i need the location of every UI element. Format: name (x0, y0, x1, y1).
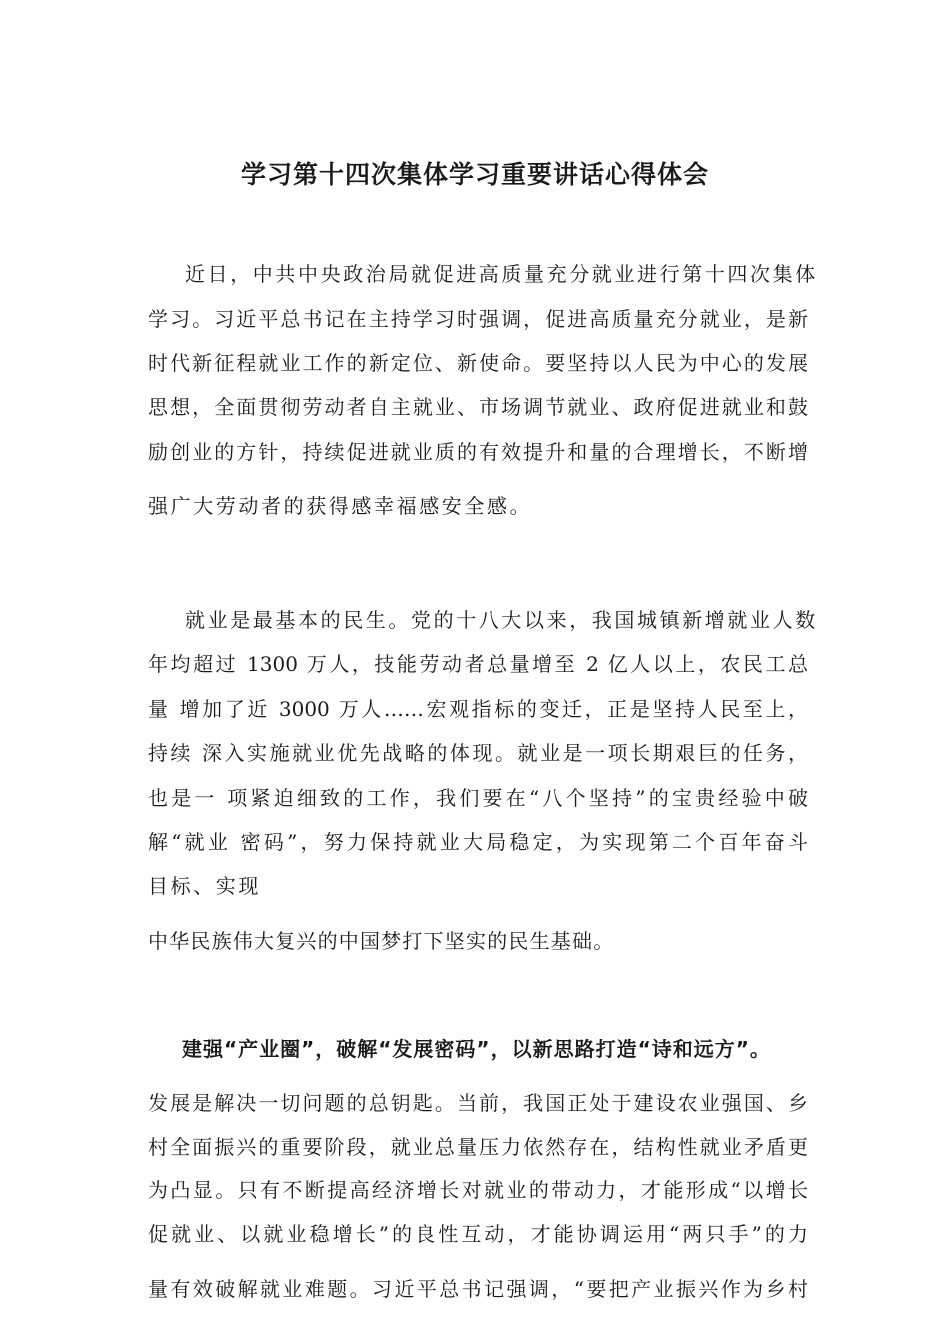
paragraph-2-line-3: 量 增加了近 3000 万人……宏观指标的变迁，正是坚持人民至上， (148, 697, 808, 721)
paragraph-2-line-1: 就业是最基本的民生。党的十八大以来，我国城镇新增就业人数 (185, 608, 818, 632)
paragraph-3-line-4: 促就业、以就业稳增长”的良性互动，才能协调运用“两只手”的力 (148, 1222, 808, 1246)
paragraph-2-line-4: 持续 深入实施就业优先战略的体现。就业是一项长期艰巨的任务， (148, 741, 808, 765)
paragraph-3-line-3: 为凸显。只有不断提高经济增长对就业的带动力，才能形成“以增长 (148, 1178, 808, 1202)
document-title: 学习第十四次集体学习重要讲话心得体会 (240, 160, 709, 189)
paragraph-2-line-6: 解“就业 密码”，努力保持就业大局稳定，为实现第二个百年奋斗 (148, 830, 808, 854)
paragraph-1-line-5: 励创业的方针，持续促进就业质的有效提升和量的合理增长，不断增 (148, 440, 808, 464)
paragraph-2-line-8: 中华民族伟大复兴的中国梦打下坚实的民生基础。 (148, 929, 615, 953)
paragraph-2-line-7: 目标、实现 (148, 874, 261, 898)
paragraph-2-line-2: 年均超过 1300 万人，技能劳动者总量增至 2 亿人以上，农民工总 (148, 652, 808, 676)
paragraph-1-line-1: 近日，中共中央政治局就促进高质量充分就业进行第十四次集体 (185, 262, 818, 286)
paragraph-1-line-2: 学习。习近平总书记在主持学习时强调，促进高质量充分就业，是新 (148, 307, 808, 331)
paragraph-3-line-5: 量有效破解就业难题。习近平总书记强调，“要把产业振兴作为乡村 (148, 1277, 808, 1301)
paragraph-1-line-4: 思想，全面贯彻劳动者自主就业、市场调节就业、政府促进就业和鼓 (148, 395, 808, 419)
paragraph-1-line-6: 强广大劳动者的获得感幸福感安全感。 (148, 494, 533, 518)
section-heading: 建强“产业圈”，破解“发展密码”，以新思路打造“诗和远方”。 (182, 1037, 771, 1061)
paragraph-3-line-2: 村全面振兴的重要阶段，就业总量压力依然存在，结构性就业矛盾更 (148, 1135, 808, 1159)
paragraph-1-line-3: 时代新征程就业工作的新定位、新使命。要坚持以人民为中心的发展 (148, 351, 808, 375)
paragraph-3-line-1: 发展是解决一切问题的总钥匙。当前，我国正处于建设农业强国、乡 (148, 1091, 808, 1115)
paragraph-2-line-5: 也是一 项紧迫细致的工作，我们要在“八个坚持”的宝贵经验中破 (148, 786, 808, 810)
